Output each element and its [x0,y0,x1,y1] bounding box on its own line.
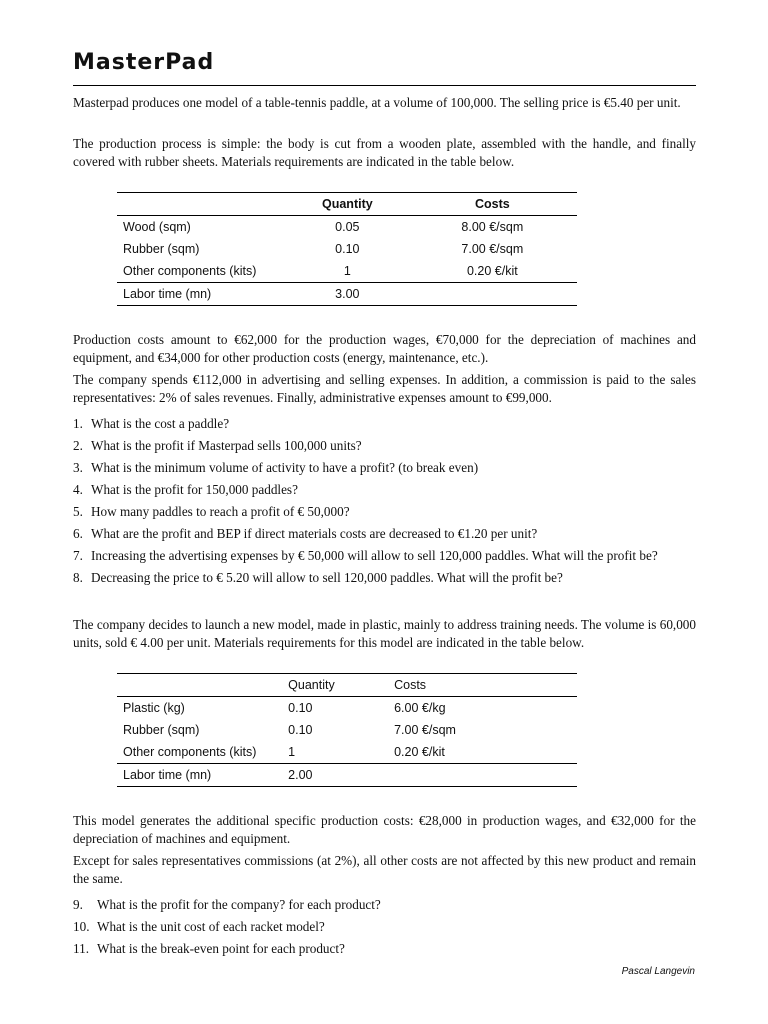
question-item: 10. What is the unit cost of each racket model? [73,919,325,934]
question-item: 9. What is the profit for the company? for each product? [73,897,381,912]
question-item: 2. What is the profit if Masterpad sells 100,000 units? [73,438,362,453]
table-row: Labor time (mn) 2.00 [117,764,577,787]
table-row: Other components (kits) 1 0.20 €/kit [123,745,445,759]
intro-paragraph-2: The production process is simple: the body is cut from a wooden plate, assembled with the handle, and finally covered with rubber sheets. Materials requirements are indicated in the table below. [73,136,696,169]
costs-header: Costs [474,197,510,211]
additional-paragraph-2: Except for sales representatives commissions (at 2%), all other costs are not affected by this new product and remain the same. [73,853,696,886]
costs-header: Costs [394,678,427,692]
page-title: MasterPad [73,50,215,75]
new-model-paragraph: The company decides to launch a new model, made in plastic, mainly to address training needs. The volume is 60,000 units, sold € 4.00 per unit. Materials requirements for this model are indicated in the table below. [73,617,696,650]
costs-paragraph-2: The company spends €112,000 in advertising and selling expenses. In addition, a commission is paid to the sales representatives: 2% of sales revenues. Finally, administrative expenses amount to €99,000. [73,372,696,405]
table-row: Labor time (mn) 3.00 [117,283,577,306]
question-item: 6. What are the profit and BEP if direct materials costs are decreased to €1.20 per unit? [73,526,538,541]
question-item: 3. What is the minimum volume of activity to have a profit? (to break even) [73,460,479,475]
table-header-row [117,674,577,697]
questions-list-2 [73,896,696,962]
costs-paragraph-1: Production costs amount to €62,000 for the production wages, €70,000 for the depreciation of machines and equipment, and €34,000 for other production costs (energy, maintenance, etc.). [73,332,696,365]
quantity-header: Quantity [288,678,335,692]
table-row: Wood (sqm) 0.05 8.00 €/sqm [123,220,524,234]
intro-paragraph-1: Masterpad produces one model of a table-tennis paddle, at a volume of 100,000. The selling price is €5.40 per unit. [73,95,681,110]
question-item: 4. What is the profit for 150,000 paddles? [73,482,298,497]
table-row: Rubber (sqm) 0.10 7.00 €/sqm [123,242,524,256]
table-row: Other components (kits) 1 0.20 €/kit [123,264,518,278]
table-row: Plastic (kg) 0.10 6.00 €/kg [123,701,446,715]
table-header-row [117,193,577,216]
materials-table-plastic [117,673,577,787]
additional-paragraph-1: This model generates the additional specific production costs: €28,000 in production wages, and €32,000 for the depreciation of machines and equipment. [73,813,696,846]
quantity-header: Quantity [322,197,373,211]
question-item: 5. How many paddles to reach a profit of € 50,000? [73,504,350,519]
question-item: 7. Increasing the advertising expenses by € 50,000 will allow to sell 120,000 paddles. What will the profit be? [73,548,658,563]
question-item: 1. What is the cost a paddle? [73,416,230,431]
questions-list-1 [73,415,696,591]
table-row: Rubber (sqm) 0.10 7.00 €/sqm [123,723,456,737]
question-item: 11. What is the break-even point for each product? [73,941,345,956]
title-divider [73,85,696,86]
materials-table-wood [117,192,577,306]
question-item: 8. Decreasing the price to € 5.20 will allow to sell 120,000 paddles. What will the profit be? [73,570,563,585]
author-footer: Pascal Langevin [621,966,695,977]
